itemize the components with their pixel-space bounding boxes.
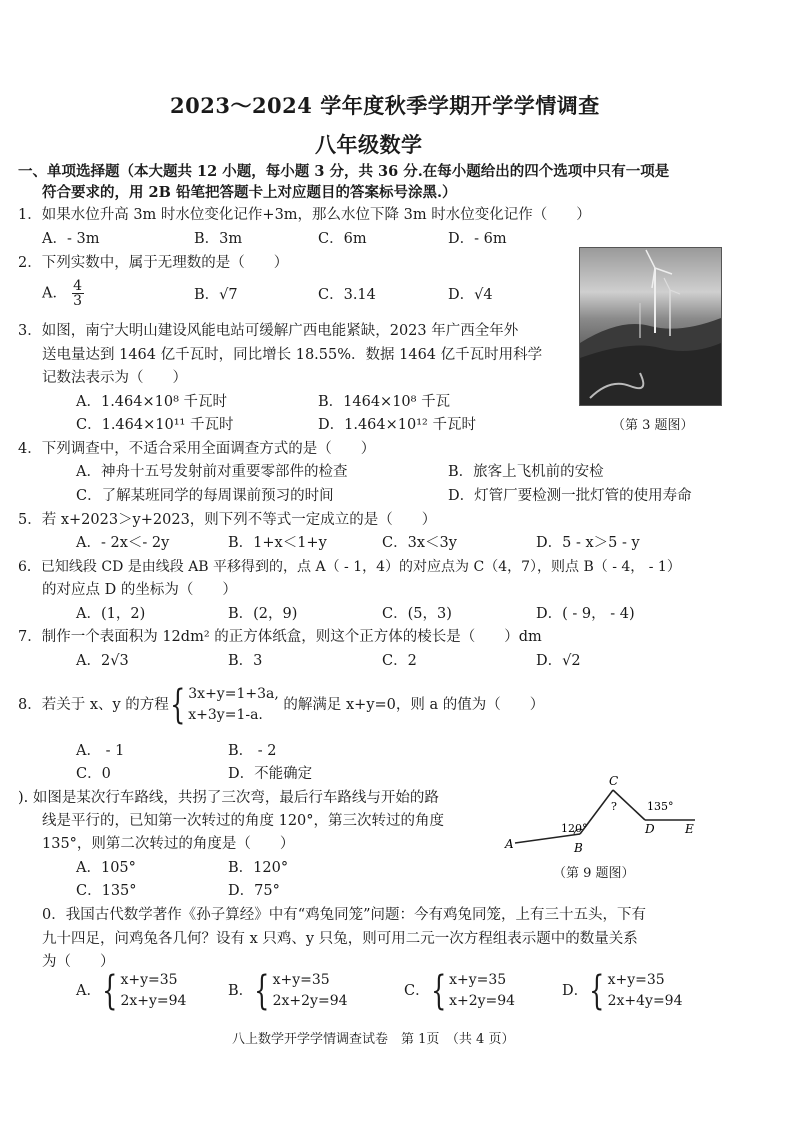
sqrt-expression: √2 (562, 653, 581, 669)
q8-option-c: C．0 (76, 766, 111, 782)
point-d-label: D (645, 822, 655, 836)
figure-3-caption: （第 3 题图） (612, 418, 694, 433)
question-3-line2: 送电量达到 1464 亿千瓦时，同比增长 18.55%．数据 1464 亿千瓦时用科学 (42, 347, 543, 363)
q3-option-d: D．1.464×10¹² 千瓦时 (318, 417, 476, 433)
point-b-label: B (574, 841, 583, 855)
q3-option-b: B．1464×10⁸ 千瓦 (318, 394, 451, 410)
q8-stem-post: 的解满足 x+y=0，则 a 的值为（ ） (283, 697, 545, 713)
q8-option-b: B． - 2 (228, 743, 277, 759)
q2-option-b (194, 286, 238, 304)
q5-option-c: C．3x＜3y (382, 535, 457, 551)
question-3-line1: 3．如图，南宁大明山建设风能电站可缓解广西电能紧缺，2023 年广西全年外 (18, 323, 519, 339)
q7-option-a-label: A．2 (76, 653, 111, 669)
left-brace: { (589, 968, 605, 1014)
q3-option-a: A．1.464×10⁸ 千瓦时 (76, 394, 228, 410)
q5-option-a: A．- 2x＜- 2y (76, 535, 170, 551)
q2-option-c: C．3.14 (318, 287, 376, 303)
point-c-label: C (609, 774, 619, 788)
q4-option-c: C．了解某班同学的每周课前预习的时间 (76, 488, 334, 504)
left-brace: { (169, 682, 186, 728)
q2-option-b-label: B． (194, 287, 220, 303)
q7-option-b: B．3 (228, 653, 263, 669)
q7-option-a (76, 652, 129, 670)
q4-option-d: D．灯管厂要检测一批灯管的使用寿命 (448, 488, 692, 504)
equation-1: x+y=35 (449, 972, 507, 988)
figure-9-caption: （第 9 题图） (553, 866, 635, 881)
question-8-stem (18, 684, 544, 726)
wind-turbine-illustration (580, 248, 721, 405)
equation-1: x+y=35 (120, 972, 178, 988)
q2-option-a (42, 279, 84, 308)
q7-option-c: C．2 (382, 653, 417, 669)
fraction-numerator: 4 (73, 278, 83, 294)
angle-135-label: 135° (647, 800, 674, 813)
wind-turbine-photo (579, 247, 722, 406)
q6-option-d: D．( - 9， - 4) (536, 606, 635, 622)
route-diagram (495, 770, 725, 860)
q1-option-c: C．6m (318, 231, 367, 247)
equation-2: 2x+y=94 (120, 993, 187, 1009)
q10-option-c-label: C． (404, 983, 430, 999)
question-10-line2: 九十四足，问鸡兔各几何？设有 x 只鸡、y 只兔，则可用二元一次方程组表示题中的数量关系 (42, 931, 638, 947)
fraction-denominator: 3 (73, 293, 83, 309)
q8-stem-pre: 8．若关于 x、y 的方程 (18, 697, 169, 713)
q9-option-d: D．75° (228, 883, 280, 899)
angle-120-label: 120° (561, 822, 588, 835)
question-6-line2: 的对应点 D 的坐标为（ ） (42, 582, 237, 598)
question-9-line1: ). 如图是某次行车路线，共拐了三次弯，最后行车路线与开始的路 (18, 790, 439, 806)
q10-option-a (76, 970, 186, 1012)
q9-option-b: B．120° (228, 860, 289, 876)
q7-option-d (536, 652, 581, 670)
page-subtitle: 八年级数学 (315, 132, 423, 157)
question-4-stem: 4．下列调查中，不适合采用全面调查方式的是（ ） (18, 441, 376, 457)
q1-option-d: D．- 6m (448, 231, 507, 247)
section-heading: 一、单项选择题（本大题共 12 小题，每小题 3 分，共 36 分.在每小题给出的四个选项中只有一项是 (18, 163, 670, 180)
q9-option-c: C．135° (76, 883, 137, 899)
equation-2: x+3y=1-a. (188, 707, 263, 723)
equation-system (449, 970, 515, 1012)
q5-option-b: B．1+x＜1+y (228, 535, 327, 551)
q1-option-a: A．- 3m (42, 231, 100, 247)
equation-system (608, 970, 683, 1012)
page-footer: 八上数学开学学情调查试卷 第 1页 （共 4 页） (232, 1032, 515, 1047)
left-brace: { (254, 968, 270, 1014)
q2-option-a-label: A． (42, 285, 67, 302)
q6-option-c: C．(5，3) (382, 606, 452, 622)
question-7-stem: 7．制作一个表面积为 12dm² 的正方体纸盒，则这个正方体的棱长是（ ）dm (18, 629, 542, 645)
q10-option-c (404, 970, 515, 1012)
q7-option-d-label: D． (536, 653, 563, 669)
question-10-line1: 0．我国古代数学著作《孙子算经》中有“鸡兔同笼”问题：今有鸡兔同笼，上有三十五头，下有 (42, 907, 647, 923)
sqrt-expression: √4 (474, 287, 493, 303)
q6-option-b: B．(2，9) (228, 606, 298, 622)
q4-option-b: B．旅客上飞机前的安检 (448, 464, 604, 480)
equation-system (188, 684, 279, 726)
q4-option-a: A．神舟十五号发射前对重要零部件的检查 (76, 464, 348, 480)
q8-option-a: A． - 1 (76, 743, 125, 759)
question-6-line1: 6．已知线段 CD 是由线段 AB 平移得到的，点 A（ - 1，4）的对应点为 C（4，7），则点 B（ - 4， - 1） (18, 559, 681, 575)
sqrt-expression: √7 (219, 287, 238, 303)
section-heading-cont: 符合要求的，用 2B 铅笔把答题卡上对应题目的答案标号涂黑.） (42, 184, 457, 201)
q10-option-b-label: B． (228, 983, 254, 999)
question-9-line3: 135°，则第二次转过的角度是（ ） (42, 836, 295, 852)
q9-option-a: A．105° (76, 860, 136, 876)
question-2-stem: 2．下列实数中，属于无理数的是（ ） (18, 255, 289, 271)
sqrt-expression: √3 (110, 653, 129, 669)
point-e-label: E (685, 822, 694, 836)
q10-option-b (228, 970, 348, 1012)
question-5-stem: 5．若 x+2023＞y+2023，则下列不等式一定成立的是（ ） (18, 512, 437, 528)
equation-1: 3x+y=1+3a, (188, 686, 279, 702)
q6-option-a: A．(1，2) (76, 606, 146, 622)
q10-option-a-label: A． (76, 983, 101, 999)
q1-option-b: B．3m (194, 231, 243, 247)
question-1-stem: 1．如果水位升高 3m 时水位变化记作+3m，那么水位下降 3m 时水位变化记作（ ） (18, 207, 591, 223)
q10-option-d (562, 970, 683, 1012)
question-3-line3: 记数法表示为（ ） (42, 370, 187, 386)
left-brace: { (102, 968, 118, 1014)
equation-1: x+y=35 (272, 972, 330, 988)
page-title: 2023～2024 学年度秋季学期开学学情调查 (170, 93, 600, 118)
equation-1: x+y=35 (607, 972, 665, 988)
q5-option-d: D．5 - x＞5 - y (536, 535, 640, 551)
equation-2: 2x+2y=94 (272, 993, 348, 1009)
equation-2: 2x+4y=94 (607, 993, 683, 1009)
q10-option-d-label: D． (562, 983, 589, 999)
q2-option-d (448, 286, 493, 304)
equation-2: x+2y=94 (449, 993, 516, 1009)
q2-option-d-label: D． (448, 287, 475, 303)
point-a-label: A (505, 837, 514, 851)
equation-system (120, 970, 186, 1012)
q8-option-d: D．不能确定 (228, 766, 313, 782)
question-10-line3: 为（ ） (42, 954, 115, 970)
q3-option-c: C．1.464×10¹¹ 千瓦时 (76, 417, 234, 433)
equation-system (273, 970, 348, 1012)
question-9-line2: 线是平行的，已知第一次转过的角度 120°，第三次转过的角度 (42, 813, 445, 829)
left-brace: { (430, 968, 446, 1014)
angle-unknown-label: ? (611, 800, 617, 813)
fraction (72, 279, 84, 308)
